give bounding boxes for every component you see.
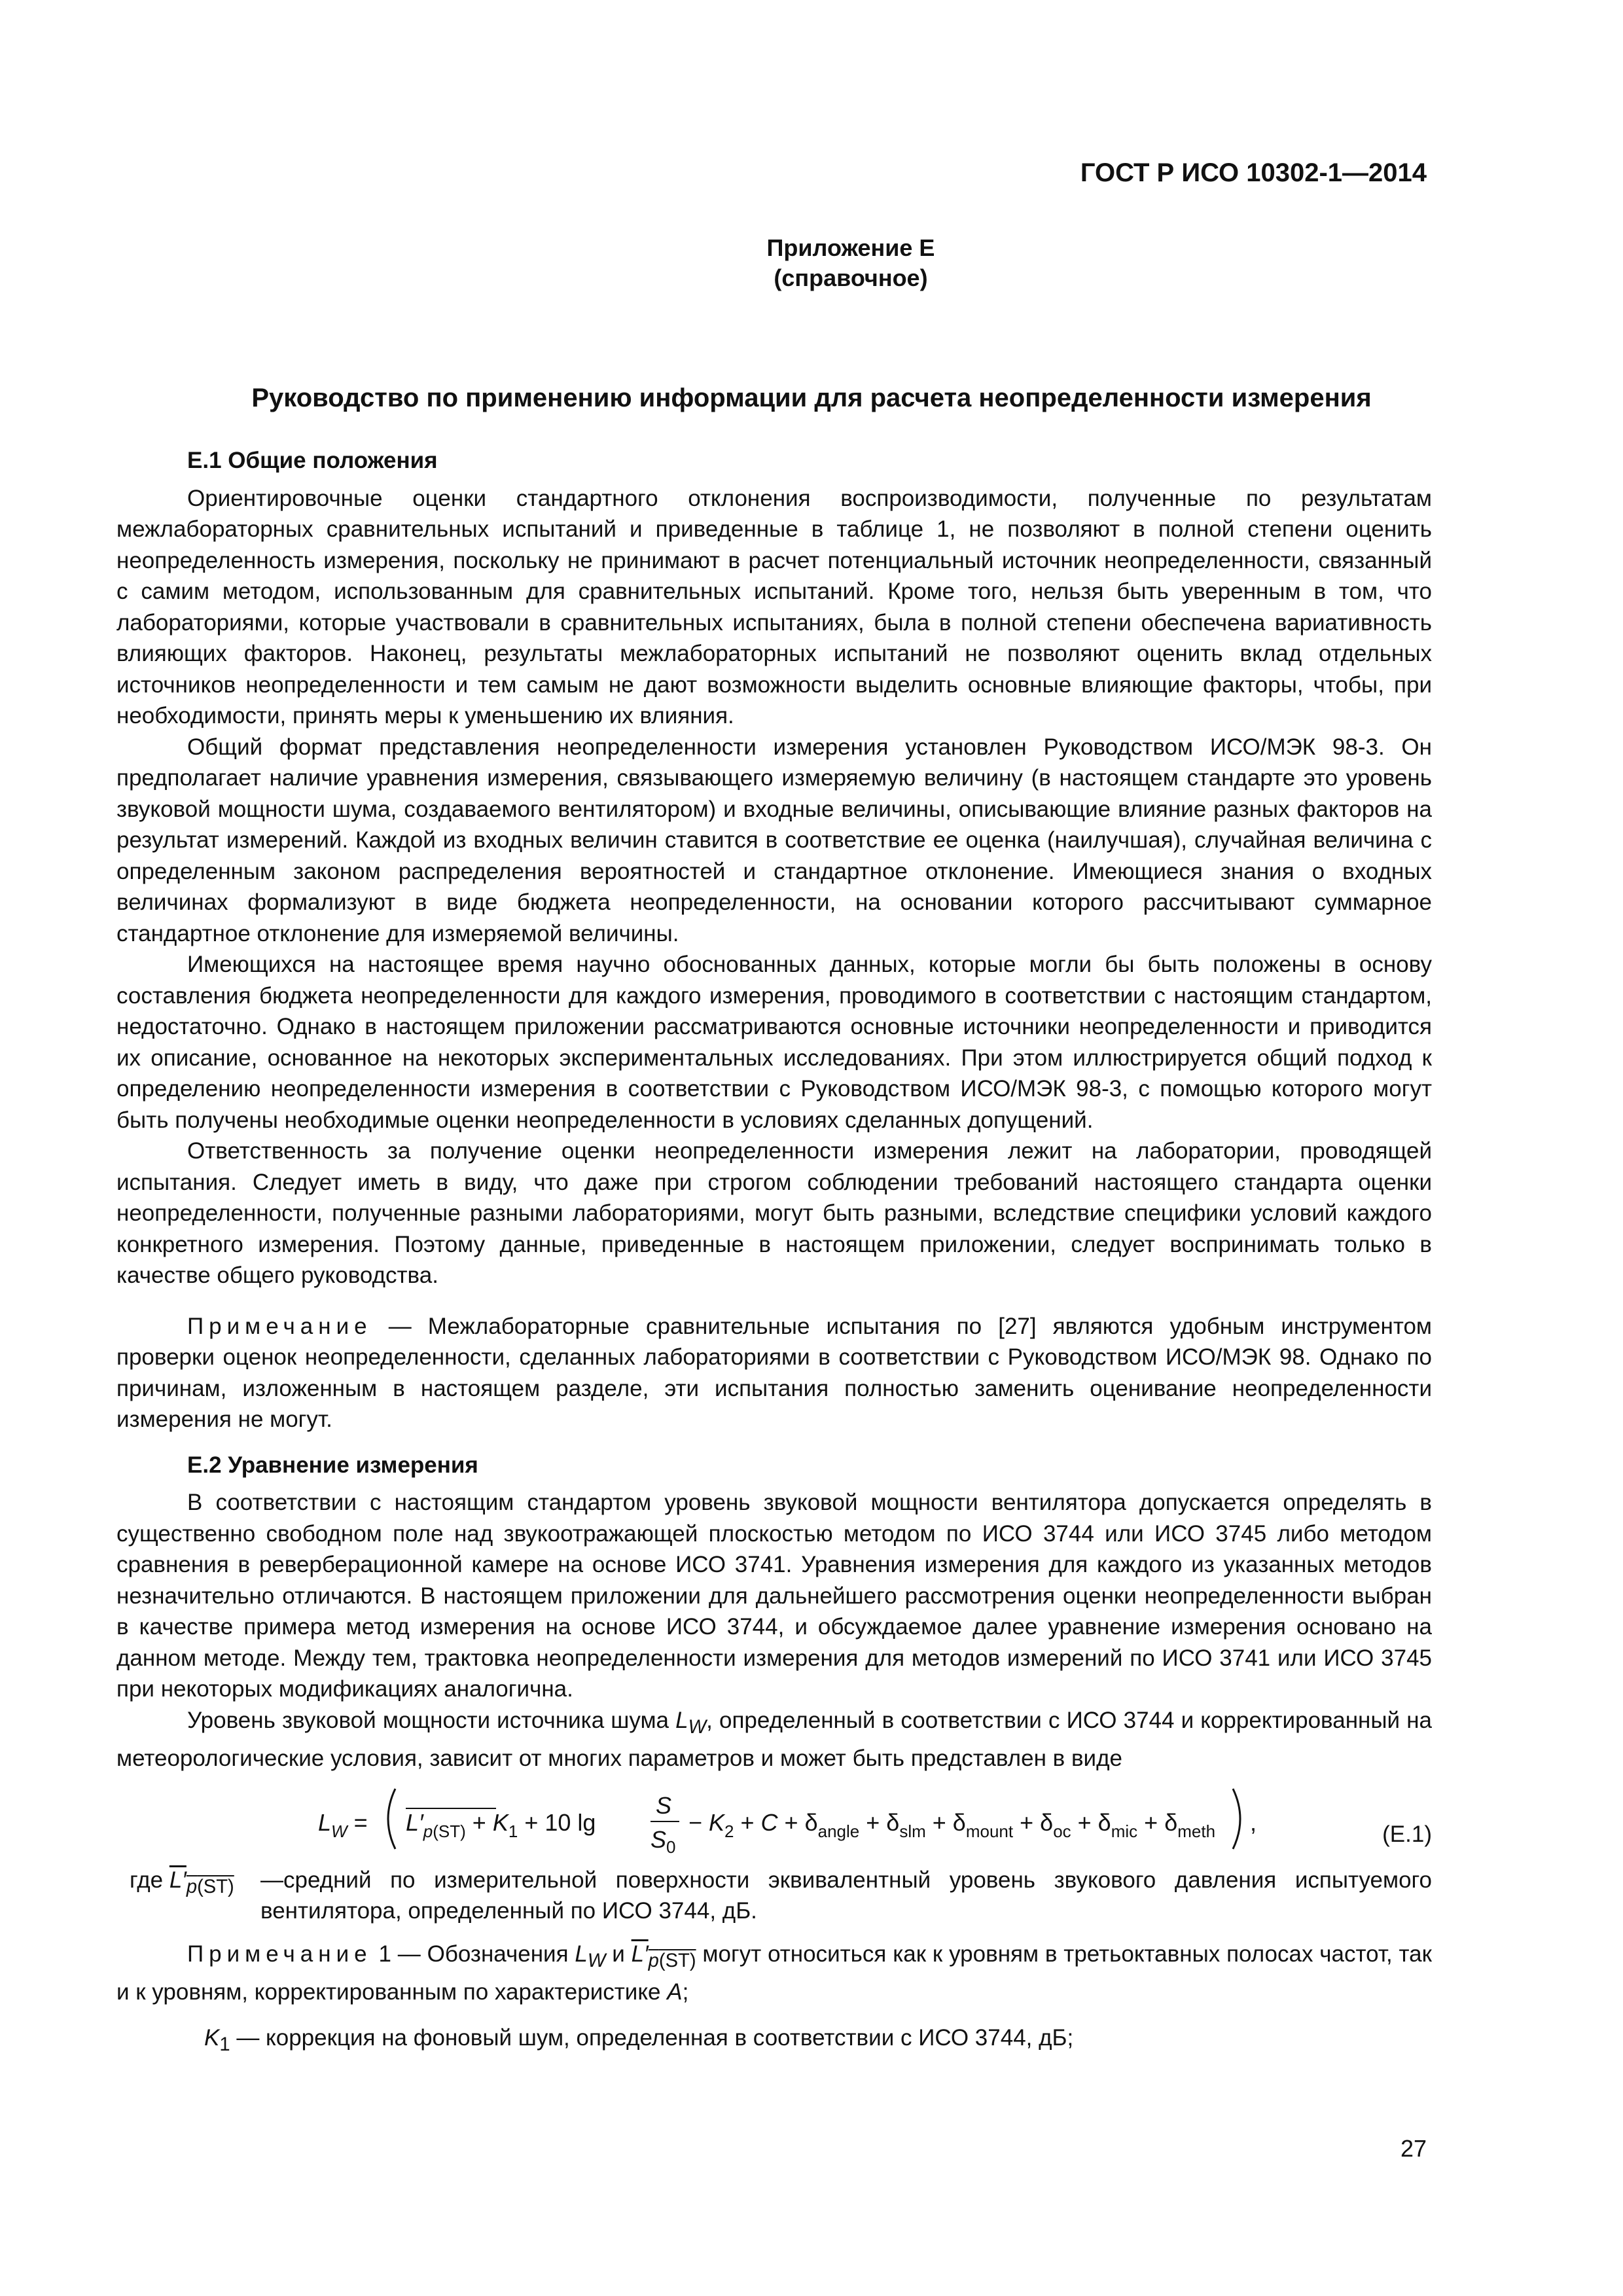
- paragraph: Имеющихся на настоящее время научно обоснованных данных, которые могли бы быть положены в основу составления бюджета неопределенности для каждого измерения, проводимого в соответствии с настоящим стандартом, недостаточно. Однако в настоящем приложении рассматриваются основные источники неопределенности и приводится их описание, основанное на некоторых экспериментальных исследованиях. При этом иллюстрируется общий подход к определению неопределенности измерения в соответствии с Руководством ИСО/МЭК 98-3, с помощью которого могут быть получены необходимые оценки неопределенности в условиях сделанных допущений.: [116, 952, 1432, 1133]
- paragraph: Ориентировочные оценки стандартного отклонения воспроизводимости, полученные по результатам межлабораторных сравнительных испытаний и приведенные в таблице 1, не позволяют в полной степени оценить неопределенность измерения, поскольку не принимают в расчет потенциальный источник неопределенности, связанный с самим методом, использованным для сравнительных испытаний. Кроме того, нельзя быть уверенным в том, что лабораториями, которые участвовали в сравнительных испытаниях, была в полной степени обеспечена вариативность влияющих факторов. Наконец, результаты межлабораторных испытаний не позволяют оценить вклад отдельных источников неопределенности и тем самым не дают возможности выделить основные влияющие факторы, чтобы, при необходимости, принять меры к уменьшению их влияния.: [116, 485, 1432, 728]
- paragraph-intro-equation: Уровень звуковой мощности источника шума $L_W$, определенный в соответствии с ИСО 3744 и корректированный на метеорологические условия, зависит от многих параметров и может быть представлен в виде: [116, 1707, 1432, 1771]
- where-text: —средний по измерительной поверхности эквивалентный уровень звукового давления испытуемого вентилятора, определенный по ИСО 3744, дБ.: [260, 1867, 1432, 1924]
- paragraph: Ответственность за получение оценки неопределенности измерения лежит на лаборатории, проводящей испытания. Следует иметь в виду, что даже при строгом соблюдении требований настоящего стандарта оценки неопределенности, полученные разными лабораториями, могут быть разными, вследствие специфики условий каждого конкретного измерения. Поэтому данные, приведенные в настоящем приложении, следует воспринимать только в качестве общего руководства.: [116, 1138, 1432, 1288]
- paragraph: В соответствии с настоящим стандартом уровень звуковой мощности вентилятора допускается определять в существенно свободном поле над звукоотражающей плоскостью методом по ИСО 3744 или ИСО 3745 либо методом сравнения в реверберационной камере на основе ИСО 3741. Уравнения измерения для каждого из указанных методов незначительно отличаются. В настоящем приложении для дальнейшего рассмотрения оценки неопределенности выбран в качестве примера метод измерения на основе ИСО 3744, и обсуждаемое далее уравнение измерения основано на данном методе. Между тем, трактовка неопределенности измерения для методов измерений по ИСО 3741 или ИСО 3745 при некоторых модификациях аналогична.: [116, 1490, 1432, 1702]
- note-1: Примечание 1 — Обозначения $L_W$ и $L'_{p(ST)}$ могут относиться как к уровням в третьоктавных полосах частот, так и к уровням, корректированным по характеристике A;: [116, 1941, 1432, 2005]
- document-body: [116, 445, 1432, 2060]
- standard-designation: ГОСТ Р ИСО 10302-1—2014: [1080, 158, 1427, 187]
- equation-number: (Е.1): [1382, 1821, 1432, 1847]
- svg-text:LW =: $L_W$ =: [318, 1808, 368, 1841]
- annex-title: Руководство по применению информации для расчета неопределенности измерения: [251, 384, 1372, 412]
- section-heading-e2: Е.2 Уравнение измерения: [187, 1452, 478, 1478]
- k1-definition: $K_1$ — коррекция на фоновый шум, определенная в соответствии с ИСО 3744, дБ;: [204, 2024, 1074, 2055]
- section-heading-e1: Е.1 Общие положения: [187, 448, 438, 473]
- note-text: — Межлабораторные сравнительные испытания по [27] являются удобным инструментом проверки оценок неопределенности, сделанных лабораториями в соответствии с Руководством ИСО/МЭК 98. Однако по причинам, изложенным в настоящем разделе, эти испытания полностью заменить оценивание неопределенности измерения не могут.: [116, 1313, 1432, 1432]
- svg-text:S0: $S_0$: [651, 1825, 676, 1857]
- svg-text:− K2 + C + δangle + δslm + δmo: − $K_2 + C + \delta_{angle} + \delta_{slm} + \delta_{mount} + \delta_{oc} + \delta_{mic} + \delta_{meth}$: [688, 1808, 1216, 1841]
- page-number: 27: [1400, 2135, 1427, 2162]
- svg-text:L′p(ST) + K1 + 10 lg: $L'_{p(ST)} + K_1 + 10$ lg: [406, 1808, 596, 1841]
- paragraph: Общий формат представления неопределенности измерения установлен Руководством ИСО/МЭК 98-3. Он предполагает наличие уравнения измерения, связывающего измеряемую величину (в настоящем стандарте это уровень звуковой мощности шума, создаваемого вентилятором) и входные величины, описывающие влияние разных факторов на результат измерений. Каждой из входных величин ставится в соответствие ее оценка (наилучшая), случайная величина с определенным законом распределения вероятностей и стандартное отклонение. Имеющиеся знания о входных величинах формализуют в виде бюджета неопределенности, на основании которого рассчитывают суммарное стандартное отклонение для измеряемой величины.: [116, 734, 1432, 946]
- note: [116, 1311, 1432, 1435]
- annex-heading: [0, 233, 1623, 293]
- k1-text: — коррекция на фоновый шум, определенная в соответствии с ИСО 3744, дБ;: [236, 2024, 1074, 2051]
- svg-text:,: ,: [1250, 1808, 1257, 1836]
- where-label: где: [130, 1867, 164, 1893]
- where-definition: где $L'_{p(ST)}$ —средний по измерительной поверхности эквивалентный уровень звукового давления испытуемого вентилятора, определенный по ИСО 3744, дБ.: [130, 1867, 1432, 1924]
- equation-e1: [116, 1780, 1432, 1858]
- annex-type: (справочное): [774, 264, 928, 291]
- svg-text:S: S: [656, 1791, 672, 1819]
- annex-label: Приложение Е: [766, 234, 935, 261]
- note-label: Примечание: [187, 1313, 372, 1339]
- note1-label: Примечание: [187, 1941, 372, 1967]
- equation-formula: [318, 1780, 1287, 1858]
